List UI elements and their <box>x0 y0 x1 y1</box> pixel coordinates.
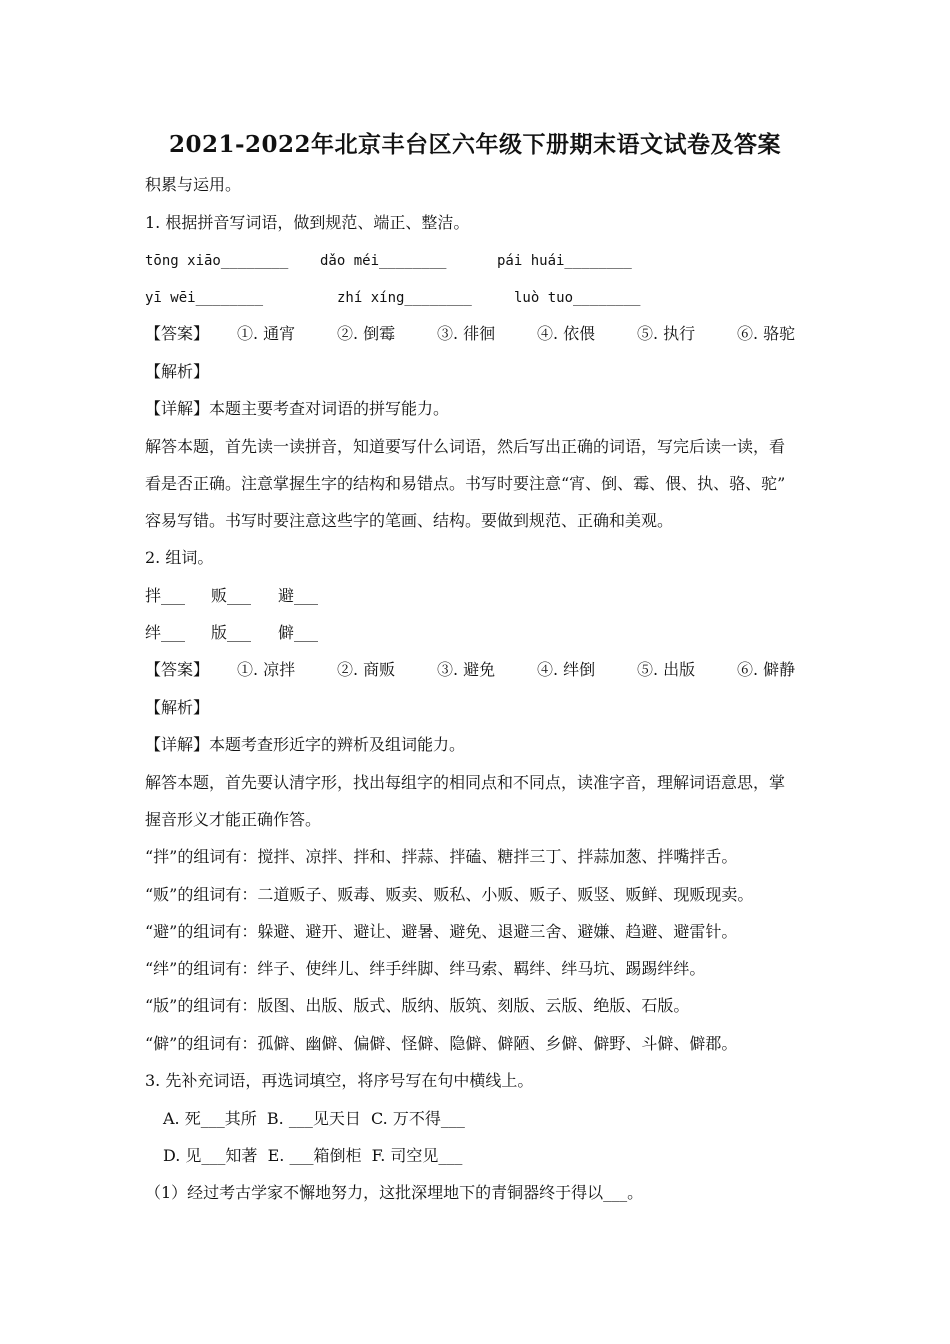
q2-answer-5: ⑤. 出版 <box>637 660 696 679</box>
q1-answer-3: ③. 徘徊 <box>437 324 496 343</box>
q3-options-row: A. 死___其所 B. ___见天日 C. 万不得___ <box>163 1109 465 1128</box>
q2-answer-1: ①. 凉拌 <box>237 660 296 679</box>
q3-options-row: D. 见___知著 E. ___箱倒柜 F. 司空见___ <box>163 1146 463 1165</box>
q1-answer-2: ②. 倒霉 <box>337 324 396 343</box>
q2-char-2: 贩___ <box>211 586 252 605</box>
q3-sentence: （1）经过考古学家不懈地努力，这批深埋地下的青铜器终于得以___。 <box>145 1183 644 1202</box>
q2-answer-2: ②. 商贩 <box>337 660 396 679</box>
q2-char-1: 拌___ <box>145 586 186 605</box>
q1-para-line: 看是否正确。注意掌握生字的结构和易错点。书写时要注意“宵、倒、霉、偎、执、骆、驼” <box>145 474 786 493</box>
q2-char-3: 避___ <box>278 586 319 605</box>
q2-word-list: “绊”的组词有：绊子、使绊儿、绊手绊脚、绊马索、羁绊、绊马坑、踢踢绊绊。 <box>145 959 706 978</box>
q2-word-list: “贩”的组词有：二道贩子、贩毒、贩卖、贩私、小贩、贩子、贩竖、贩鲜、现贩现卖。 <box>145 885 754 904</box>
q1-detail: 【详解】本题主要考查对词语的拼写能力。 <box>145 399 450 418</box>
q2-para-line: 解答本题，首先要认清字形，找出每组字的相同点和不同点，读准字音，理解词语意思，掌 <box>145 773 786 792</box>
q1-pinyin-3: pái huái________ <box>497 253 632 269</box>
section-heading: 积累与运用。 <box>145 175 242 194</box>
q2-word-list: “版”的组词有：版图、出版、版式、版纳、版筑、刻版、云版、绝版、石版。 <box>145 996 690 1015</box>
q2-answer-6: ⑥. 僻静 <box>737 660 796 679</box>
page-title: 2021-2022年北京丰台区六年级下册期末语文试卷及答案 <box>168 131 782 158</box>
q1-answer-5: ⑤. 执行 <box>637 324 696 343</box>
q1-answer-label: 【答案】 <box>145 324 210 343</box>
q2-char-5: 版___ <box>211 623 252 642</box>
q2-answer-3: ③. 避免 <box>437 660 496 679</box>
q1-answer-6: ⑥. 骆驼 <box>737 324 796 343</box>
q1-analysis-label: 【解析】 <box>145 362 210 381</box>
q1-pinyin-2: dǎo méi________ <box>320 253 447 269</box>
q2-detail: 【详解】本题考查形近字的辨析及组词能力。 <box>145 735 466 754</box>
q1-para-line: 解答本题，首先读一读拼音，知道要写什么词语，然后写出正确的词语，写完后读一读，看 <box>145 437 786 456</box>
q2-word-list: “拌”的组词有：搅拌、凉拌、拌和、拌蒜、拌磕、糖拌三丁、拌蒜加葱、拌嘴拌舌。 <box>145 847 738 866</box>
q2-char-6: 僻___ <box>278 623 319 642</box>
q1-stem: 1. 根据拼音写词语，做到规范、端正、整洁。 <box>145 213 470 232</box>
q2-answer-4: ④. 绊倒 <box>537 660 596 679</box>
q2-char-4: 绊___ <box>145 623 186 642</box>
q2-word-list: “僻”的组词有：孤僻、幽僻、偏僻、怪僻、隐僻、僻陋、乡僻、僻野、斗僻、僻郡。 <box>145 1034 738 1053</box>
q2-para-line: 握音形义才能正确作答。 <box>145 810 322 829</box>
q1-pinyin-5: zhí xíng________ <box>337 290 472 306</box>
q1-pinyin-6: luò tuo________ <box>514 290 641 306</box>
q1-answer-4: ④. 依偎 <box>537 324 596 343</box>
q1-para-line: 容易写错。书写时要注意这些字的笔画、结构。要做到规范、正确和美观。 <box>145 511 674 530</box>
q2-analysis-label: 【解析】 <box>145 698 210 717</box>
q1-answer-1: ①. 通宵 <box>237 324 296 343</box>
q2-stem: 2. 组词。 <box>145 548 214 567</box>
q1-pinyin-1: tōng xiāo________ <box>145 253 289 269</box>
q3-stem: 3. 先补充词语，再选词填空，将序号写在句中横线上。 <box>145 1071 534 1090</box>
q1-pinyin-4: yī wēi________ <box>145 290 264 306</box>
q2-answer-label: 【答案】 <box>145 660 210 679</box>
q2-word-list: “避”的组词有：躲避、避开、避让、避暑、避免、退避三舍、避嫌、趋避、避雷针。 <box>145 922 738 941</box>
